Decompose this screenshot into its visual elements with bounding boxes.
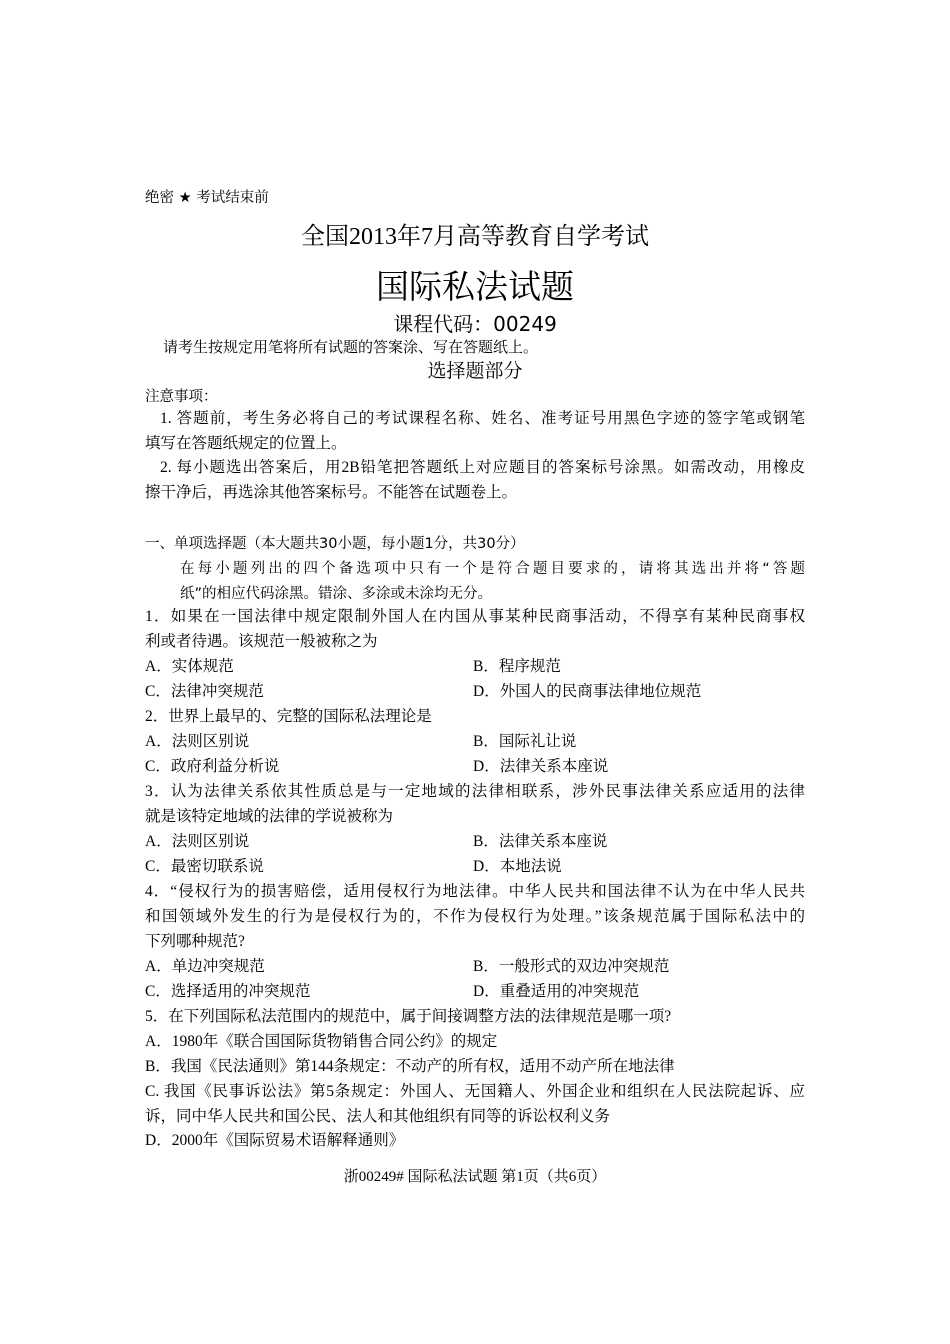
q2-option-a: A．法则区别说 xyxy=(145,733,250,750)
answer-instruction: 请考生按规定用笔将所有试题的答案涂、写在答题纸上。 xyxy=(163,338,539,356)
q4-option-c: C．选择适用的冲突规范 xyxy=(145,983,311,1000)
secret-label: 绝密 ★ 考试结束前 xyxy=(145,190,269,206)
page-footer: 浙00249# 国际私法试题 第1页（共6页） xyxy=(343,1169,607,1185)
q3-option-d: D．本地法说 xyxy=(473,858,562,875)
part1-desc-line-2: 纸”的相应代码涂黑。错涂、多涂或未涂均无分。 xyxy=(180,586,493,602)
q3-stem-line-2: 就是该特定地域的法律的学说被称为 xyxy=(145,808,394,825)
q1-option-d: D．外国人的民商事法律地位规范 xyxy=(473,683,702,700)
q1-option-b: B．程序规范 xyxy=(473,658,561,675)
q1-stem-line-1: 1．如果在一国法律中规定限制外国人在内国从事某种民商事活动，不得享有某种民商事权 xyxy=(145,608,805,625)
q2-option-c: C．政府利益分析说 xyxy=(145,758,280,775)
q2-option-d: D．法律关系本座说 xyxy=(473,758,609,775)
q4-option-d: D．重叠适用的冲突规范 xyxy=(473,983,640,1000)
q1-option-c: C．法律冲突规范 xyxy=(145,683,264,700)
paper-title: 国际私法试题 xyxy=(376,267,574,306)
q4-stem-line-3: 下列哪种规范? xyxy=(145,933,245,950)
notice-item-1-line-1: 1. 答题前，考生务必将自己的考试课程名称、姓名、准考证号用黑色字迹的签字笔或钢笔 xyxy=(160,410,805,427)
q4-option-a: A．单边冲突规范 xyxy=(145,958,265,975)
q3-option-b: B．法律关系本座说 xyxy=(473,833,608,850)
q2-option-b: B．国际礼让说 xyxy=(473,733,577,750)
q5-stem-line-1: 5．在下列国际私法范围内的规范中，属于间接调整方法的法律规范是哪一项? xyxy=(145,1008,672,1025)
q4-option-b: B．一般形式的双边冲突规范 xyxy=(473,958,670,975)
exam-title: 全国2013年7月高等教育自学考试 xyxy=(301,224,649,250)
section-title: 选择题部分 xyxy=(427,360,523,382)
notice-heading: 注意事项： xyxy=(145,389,218,405)
q5-option-d: D．2000年《国际贸易术语解释通则》 xyxy=(145,1132,405,1149)
course-code: 课程代码：00249 xyxy=(393,312,557,336)
q3-option-a: A．法则区别说 xyxy=(145,833,250,850)
notice-item-1-line-2: 填写在答题纸规定的位置上。 xyxy=(145,435,347,452)
q2-stem-line-1: 2．世界上最早的、完整的国际私法理论是 xyxy=(145,708,432,725)
part1-heading: 一、单项选择题（本大题共30小题，每小题1分，共30分） xyxy=(145,536,525,552)
q5-option-a: A．1980年《联合国国际货物销售合同公约》的规定 xyxy=(145,1033,498,1050)
notice-item-2-line-1: 2. 每小题选出答案后，用2B铅笔把答题纸上对应题目的答案标号涂黑。如需改动，用橡皮 xyxy=(160,459,805,476)
q3-option-c: C．最密切联系说 xyxy=(145,858,264,875)
q5-option-b: B．我国《民法通则》第144条规定：不动产的所有权，适用不动产所在地法律 xyxy=(145,1058,675,1075)
notice-item-2-line-2: 擦干净后，再选涂其他答案标号。不能答在试题卷上。 xyxy=(145,484,518,501)
q5-option-c-line-2: 诉，同中华人民共和国公民、法人和其他组织有同等的诉讼权利义务 xyxy=(145,1108,611,1125)
q4-stem-line-2: 和国领域外发生的行为是侵权行为的，不作为侵权行为处理。”该条规范属于国际私法中的 xyxy=(145,908,805,925)
q5-option-c-line-1: C. 我国《民事诉讼法》第5条规定：外国人、无国籍人、外国企业和组织在人民法院起诉、应 xyxy=(145,1083,805,1100)
q3-stem-line-1: 3．认为法律关系依其性质总是与一定地域的法律相联系，涉外民事法律关系应适用的法律 xyxy=(145,783,805,800)
q4-stem-line-1: 4．“侵权行为的损害赔偿，适用侵权行为地法律。中华人民共和国法律不认为在中华人民共 xyxy=(145,883,805,900)
part1-desc-line-1: 在每小题列出的四个备选项中只有一个是符合题目要求的，请将其选出并将“答题 xyxy=(180,561,805,577)
q1-option-a: A．实体规范 xyxy=(145,658,234,675)
q1-stem-line-2: 利或者待遇。该规范一般被称之为 xyxy=(145,633,378,650)
